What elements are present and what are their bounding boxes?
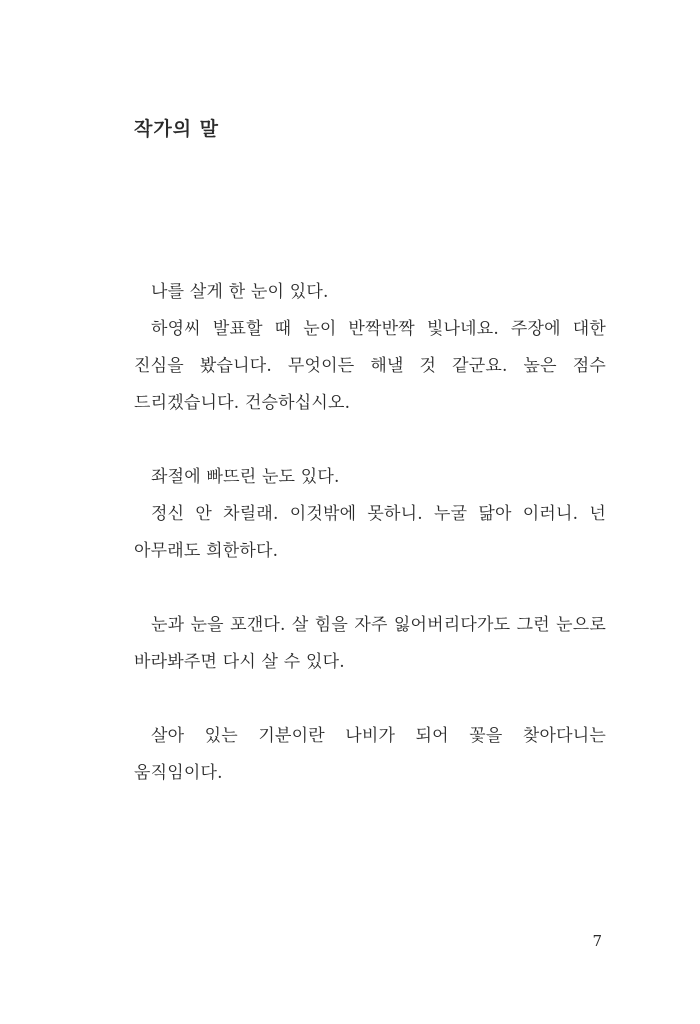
section-gap [134,681,606,718]
paragraph: 좌절에 빠뜨린 눈도 있다. [151,467,340,487]
paragraph: 하영씨 발표할 때 눈이 반짝반짝 빛나네요. 주장에 대한 진심을 봤습니다. 무엇이든 해낼 것 같군요. 높은 점수 드리겠습니다. 건승하십시오. [134,319,606,413]
paragraph: 정신 안 차릴래. 이것밖에 못하니. 누굴 닮아 이러니. 넌 아무래도 희한하다. [134,504,606,561]
section-gap [134,422,606,459]
section-gap [134,570,606,607]
body-text [134,274,606,792]
page-number: 7 [592,932,602,950]
paragraph: 살아 있는 기분이란 나비가 되어 꽃을 찾아다니는 움직임이다. [134,726,606,783]
page-title: 작가의 말 [134,118,220,140]
paragraph: 눈과 눈을 포갠다. 살 힘을 자주 잃어버리다가도 그런 눈으로 바라봐주면 다시 살 수 있다. [134,615,606,672]
paragraph: 나를 살게 한 눈이 있다. [151,282,329,302]
